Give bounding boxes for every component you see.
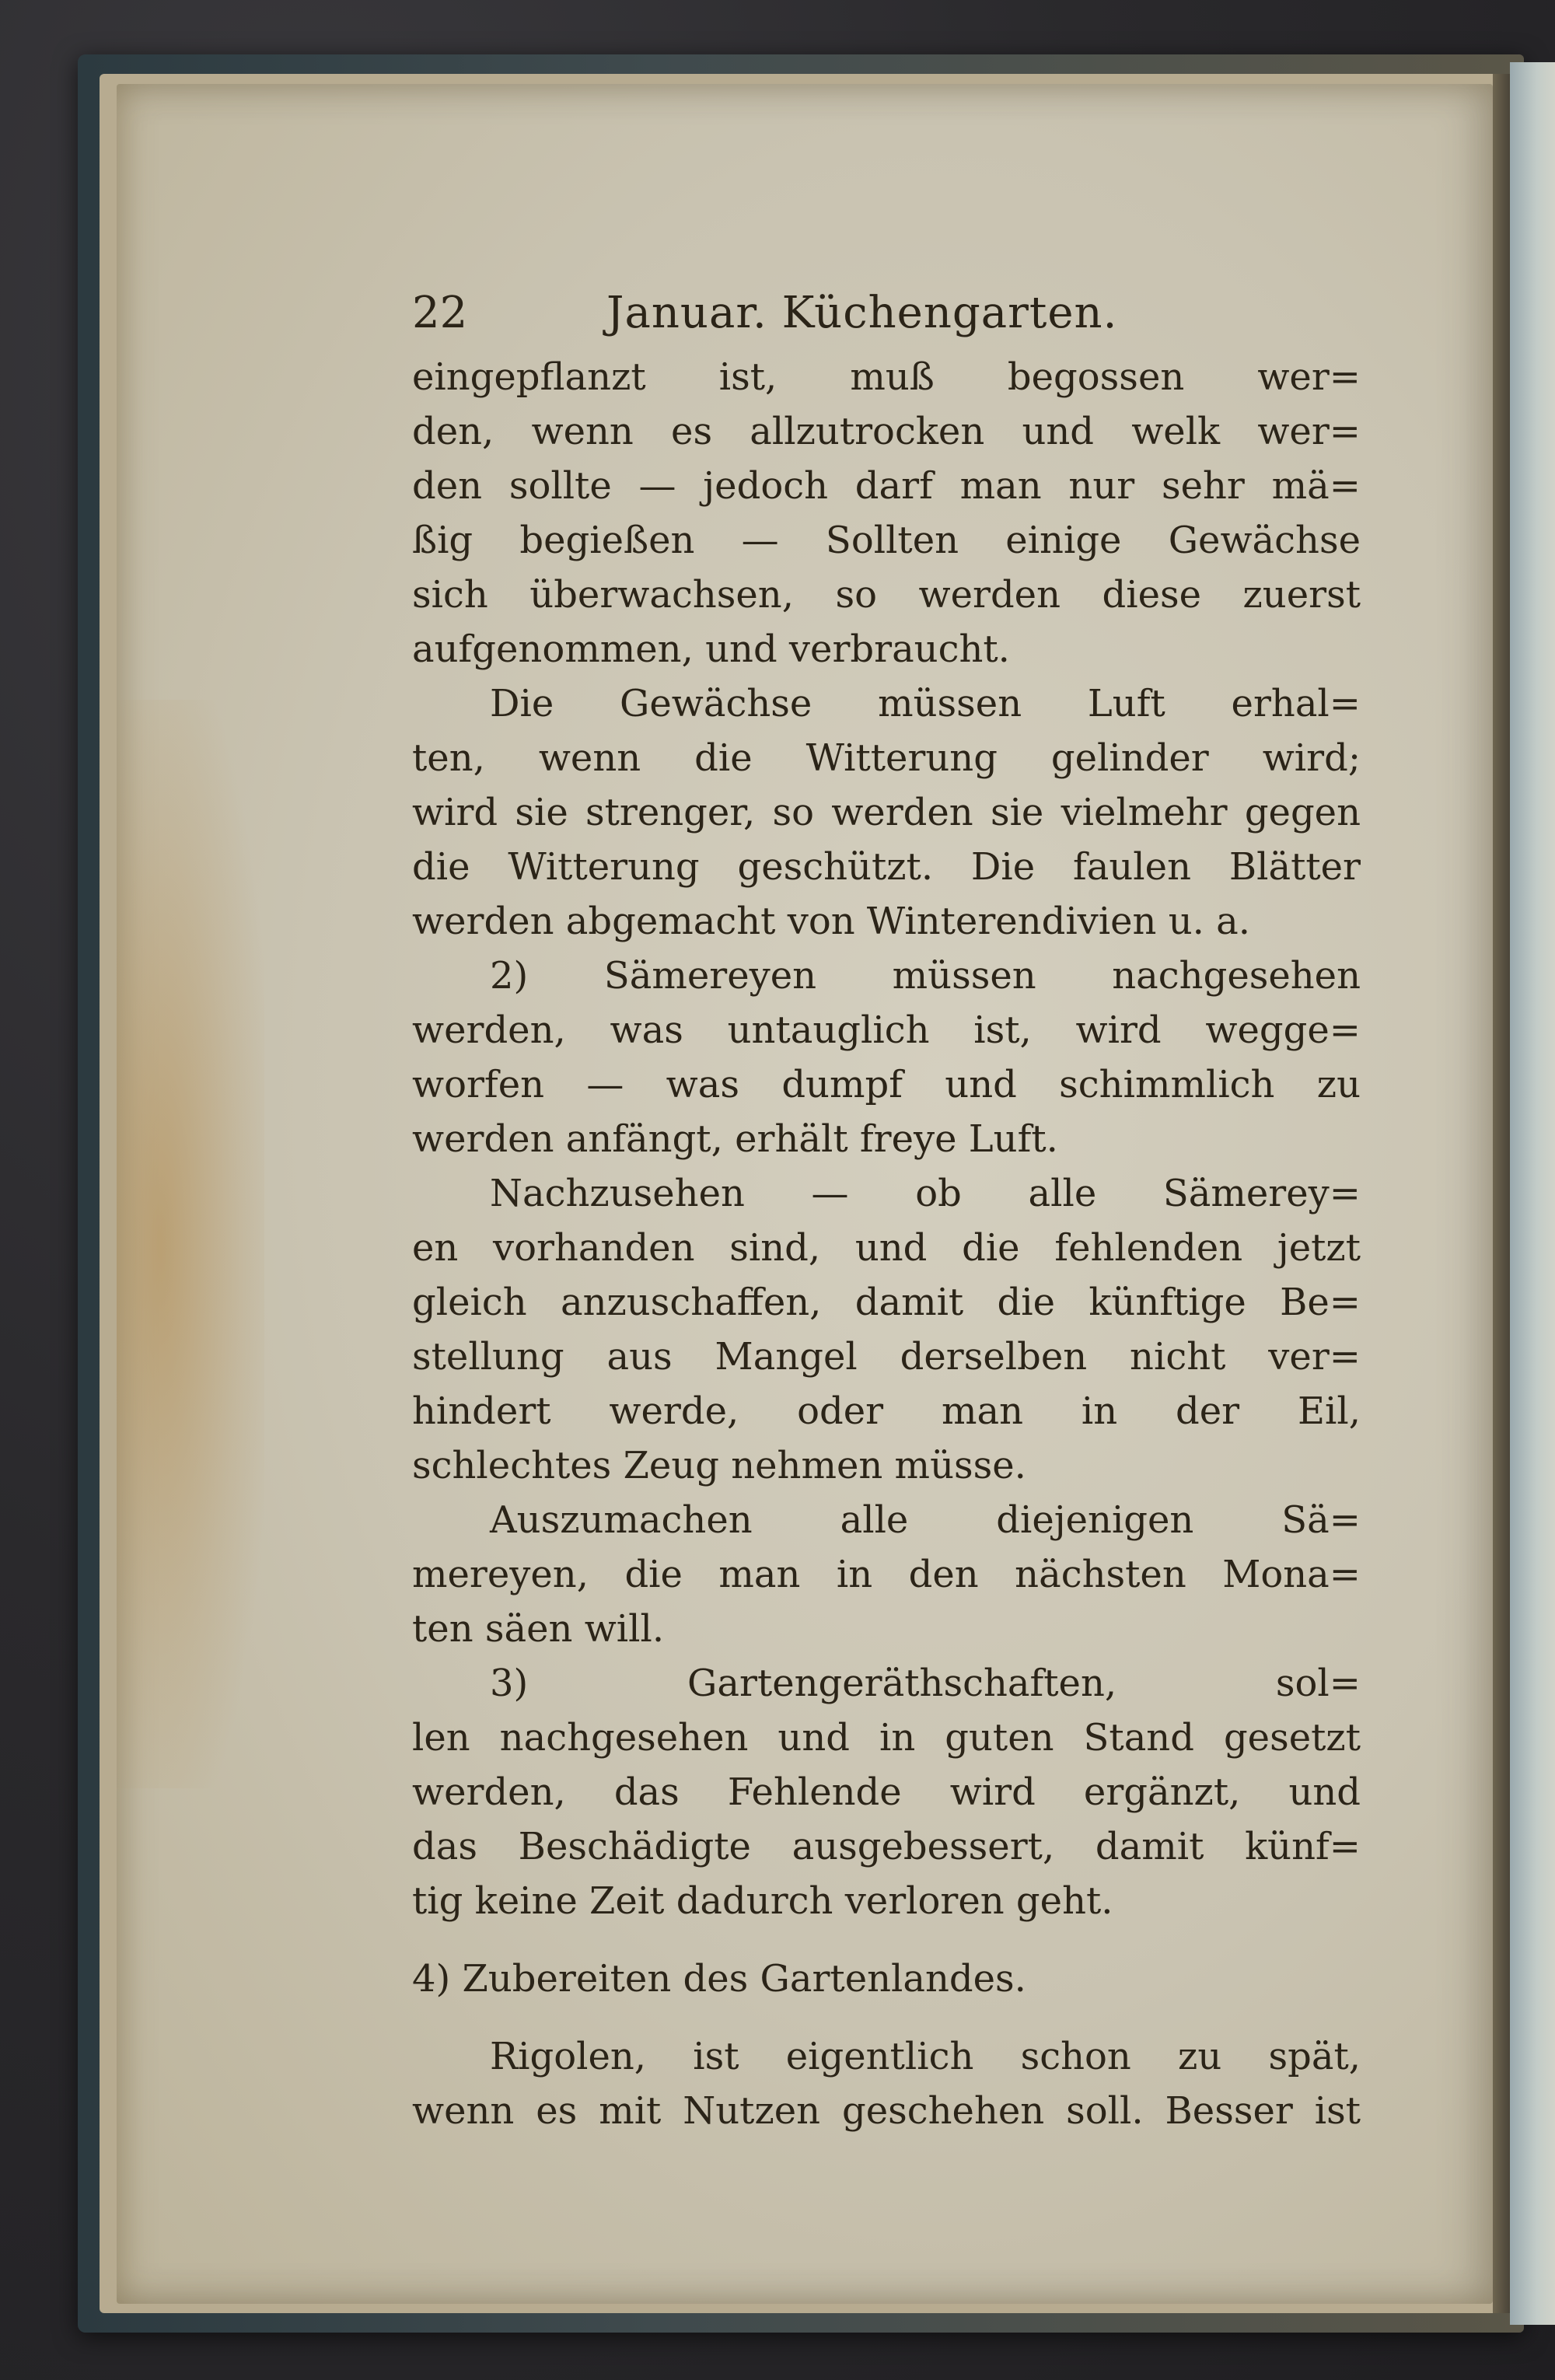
text-line: werden, das Fehlende wird ergänzt, und [412,1770,1361,1814]
text-line: en vorhanden sind, und die fehlenden jetzt [412,1226,1361,1270]
text-line: den, wenn es allzutrocken und welk wer= [412,410,1361,453]
text-line: len nachgesehen und in guten Stand gesetzt [412,1716,1361,1760]
text-line: werden abgemacht von Winterendivien u. a. [412,900,1251,943]
text-line: Nachzusehen — ob alle Sämerey= [490,1172,1361,1215]
page-header [412,288,1361,350]
text-line: die Witterung geschützt. Die faulen Blätter [412,845,1361,889]
page-text [412,288,1361,2138]
text-line: gleich anzuschaffen, damit die künftige Be= [412,1281,1361,1324]
text-line: aufgenommen, und verbraucht. [412,627,1010,671]
text-line: schlechtes Zeug nehmen müsse. [412,1444,1026,1487]
text-line: stellung aus Mangel derselben nicht ver= [412,1335,1361,1379]
text-line: ten, wenn die Witterung gelinder wird; [412,736,1361,780]
text-line: eingepflanzt ist, muß begossen wer= [412,355,1361,399]
section-heading: 4) Zubereiten des Gartenlandes. [412,1957,1026,2001]
page-number: 22 [412,288,468,338]
foxing-stain [117,700,264,1788]
text-line: 2) Sämereyen müssen nachgesehen [490,954,1361,998]
book-gutter [1493,74,1510,2313]
text-line: wenn es mit Nutzen geschehen soll. Besser ist [412,2089,1361,2133]
text-line: worfen — was dumpf und schimmlich zu [412,1063,1361,1106]
text-line: sich überwachsen, so werden diese zuerst [412,573,1361,617]
text-line: mereyen, die man in den nächsten Mona= [412,1553,1361,1596]
text-line: Auszumachen alle diejenigen Sä= [490,1498,1361,1542]
running-title: Januar. Küchengarten. [606,288,1118,338]
text-line: Die Gewächse müssen Luft erhal= [490,682,1361,725]
text-line: 3) Gartengeräthschaften, sol= [490,1662,1361,1705]
text-line: den sollte — jedoch darf man nur sehr mä= [412,464,1361,508]
facing-page-edge [1510,62,1555,2325]
text-line: ßig begießen — Sollten einige Gewächse [412,519,1361,562]
text-line: werden, was untauglich ist, wird wegge= [412,1008,1361,1052]
text-line: werden anfängt, erhält freye Luft. [412,1117,1058,1161]
text-line: ten säen will. [412,1607,665,1651]
text-line: tig keine Zeit dadurch verloren geht. [412,1879,1113,1923]
text-line: Rigolen, ist eigentlich schon zu spät, [490,2035,1361,2078]
text-line: hindert werde, oder man in der Eil, [412,1389,1361,1433]
text-line: wird sie strenger, so werden sie vielmehr gegen [412,791,1361,834]
text-line: das Beschädigte ausgebessert, damit künf= [412,1825,1361,1868]
